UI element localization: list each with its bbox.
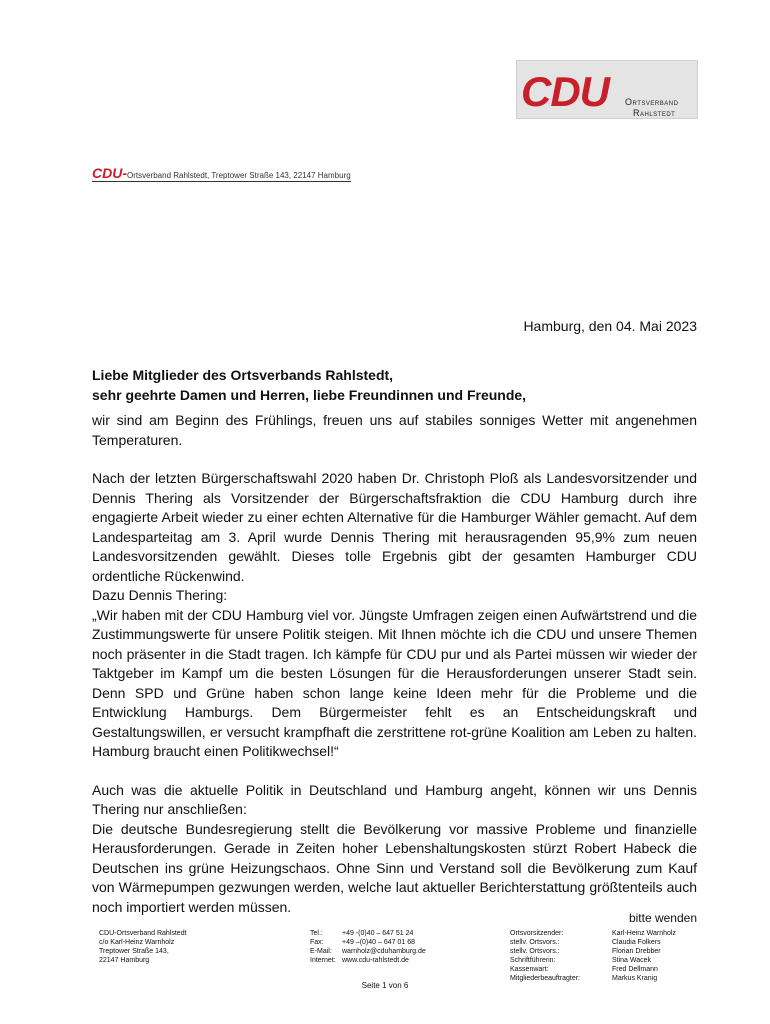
paragraph-3: Dazu Dennis Thering: (92, 587, 228, 603)
footer-role-label: Schriftführerin: (510, 957, 556, 964)
footer-role-name: Karl-Heinz Warnholz (612, 930, 676, 937)
logo-line-1: Ortsverband (625, 97, 679, 107)
footer-phone: +49 -(0)40 – 647 51 24 (342, 930, 414, 937)
footer-role-label: Mitgliederbeauftragter: (510, 975, 581, 982)
footer-address-line: Treptower Straße 143, (99, 948, 169, 955)
footer-email: warnholz@cduhamburg.de (342, 948, 426, 955)
footer-role-labels (510, 929, 580, 983)
footer-contact-label: Internet: (310, 957, 336, 964)
continue-note: bitte wenden (628, 911, 697, 925)
footer-contact-labels (310, 929, 336, 965)
logo-line-2: Rahlstedt (633, 108, 676, 118)
footer-role-label: Kassenwart: (510, 966, 549, 973)
logo-cdu-text: CDU (521, 68, 609, 115)
footer-contact-label: Fax: (310, 939, 324, 946)
salutation (92, 366, 697, 405)
footer-role-label: Ortsvorsitzender: (510, 930, 564, 937)
letter-date: Hamburg, den 04. Mai 2023 (523, 318, 697, 334)
footer-role-name: Fred Dellmann (612, 966, 658, 973)
letter-body (92, 366, 697, 917)
paragraph-2: Nach der letzten Bürgerschaftswahl 2020 haben Dr. Christoph Ploß als Landesvorsitzender und Dennis Thering als Vorsitzender der Bürgerschaftsfraktion die CDU Hamburg durch ihre engagierte Arbeit wieder zu einer echten Alternative für die Hamburger Wähler gemacht. Auf dem Landesparteitag am 3. April wurde Dennis Thering mit herausragenden 95,9% zum neuen Landesvorsitzenden gewählt. Dieses tolle Ergebnis gibt der gesamten Hamburger CDU ordentliche Rückenwind. (92, 470, 697, 584)
footer-role-label: stellv. Ortsvors.: (510, 939, 560, 946)
footer-contact-label: Tel.: (310, 930, 323, 937)
sender-address: Ortsverband Rahlstedt, Treptower Straße 143, 22147 Hamburg (127, 171, 351, 180)
footer-address-line: 22147 Hamburg (99, 957, 150, 964)
footer-website: www.cdu-rahlstedt.de (342, 957, 409, 964)
footer-contact-label: E-Mail: (310, 948, 332, 955)
page-number: Seite 1 von 6 (361, 981, 409, 990)
salutation-line-1: Liebe Mitglieder des Ortsverbands Rahlstedt, (92, 367, 394, 383)
footer-fax: +49 –(0)40 – 647 01 68 (342, 939, 415, 946)
cdu-logo (516, 60, 698, 119)
footer-role-label: stellv. Ortsvors.: (510, 948, 560, 955)
footer-role-names (612, 929, 676, 983)
footer-contact-values (342, 929, 426, 965)
paragraph-1: wir sind am Beginn des Frühlings, freuen uns auf stabiles sonniges Wetter mit angenehmen Temperaturen. (92, 412, 697, 448)
footer-address-line: c/o Karl-Heinz Warnholz (99, 939, 175, 946)
footer-address (99, 929, 187, 965)
paragraph-4-quote: „Wir haben mit der CDU Hamburg viel vor. Jüngste Umfragen zeigen einen Aufwärtstrend und die Zustimmungswerte für unsere Politik steigen. Mit Ihnen möchte ich die CDU und unsere Themen noch präsenter in die Stadt tragen. Ich kämpfe für CDU pur und als Partei müssen wir wieder der Taktgeber im Kampf um die besten Lösungen für die Herausforderungen unserer Stadt sein. Denn SPD und Grüne haben schon lange keine Ideen mehr für die Probleme und die Entwicklung Hamburgs. Dem Bürgermeister fehlt es an Entscheidungskraft und Gestaltungswillen, er versucht krampfhaft die zerstrittene rot-grüne Koalition am Leben zu halten. Hamburg braucht einen Politikwechsel!“ (92, 606, 697, 759)
footer-role-name: Florian Drebber (612, 948, 661, 955)
footer-address-line: CDU-Ortsverband Rahlstedt (99, 930, 187, 937)
paragraph-5: Auch was die aktuelle Politik in Deutschland und Hamburg angeht, können wir uns Dennis Thering nur anschließen: (92, 781, 697, 817)
paragraph-6: Die deutsche Bundesregierung stellt die Bevölkerung vor massive Probleme und finanzielle Herausforderungen. Gerade in Zeiten hoher Lebenshaltungskosten stürzt Robert Habeck die Deutschen ins grüne Heizungschaos. Ohne Sinn und Verstand soll die Bevölkerung zum Kauf von Wärmepumpen gezwungen werden, welche laut aktueller Berichterstattung größtenteils auch noch importiert werden müssen. (92, 820, 697, 915)
footer-role-name: Markus Kranig (612, 975, 658, 982)
salutation-line-2: sehr geehrte Damen und Herren, liebe Freundinnen und Freunde, (92, 386, 527, 403)
sender-line (92, 165, 351, 182)
footer-role-name: Claudia Folkers (612, 939, 661, 946)
footer-role-name: Stina Wacek (612, 957, 652, 964)
sender-cdu: CDU- (92, 165, 127, 181)
